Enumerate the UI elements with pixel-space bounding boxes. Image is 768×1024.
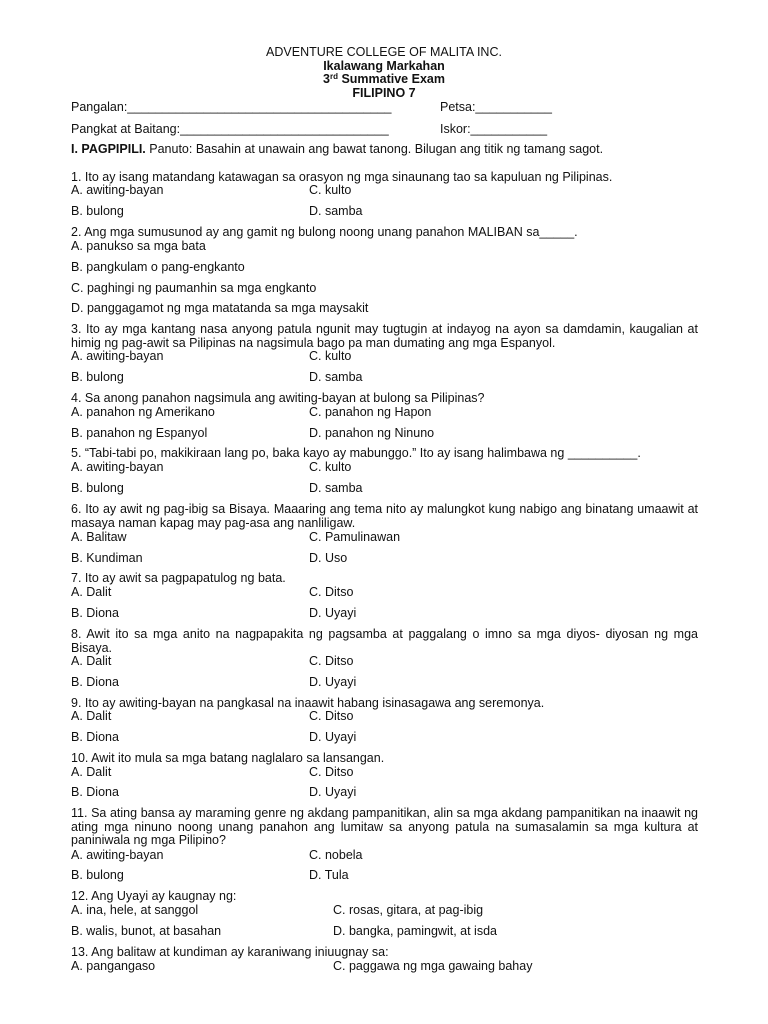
question-text: 4. Sa anong panahon nagsimula ang awiting-bayan at bulong sa Pilipinas? <box>71 391 485 405</box>
answer-option[interactable]: D. Uyayi <box>309 730 357 744</box>
answer-option[interactable]: A. ina, hele, at sanggol <box>71 903 199 917</box>
answer-option[interactable]: D. Uyayi <box>309 785 357 799</box>
instructions-text: Panuto: Basahin at unawain ang bawat tanong. Bilugan ang titik ng tamang sagot. <box>145 142 604 156</box>
question-text: 6. Ito ay awit ng pag-ibig sa Bisaya. Maaaring ang tema nito ay malungkot kung nabigo ang binatang umaawit at masaya naman kapag may pag-asa ang nanliligaw. <box>71 502 698 530</box>
question-text: 12. Ang Uyayi ay kaugnay ng: <box>71 889 237 903</box>
answer-option[interactable]: A. awiting-bayan <box>71 460 164 474</box>
answer-option[interactable]: A. panahon ng Amerikano <box>71 405 215 419</box>
question-text: 2. Ang mga sumusunod ay ang gamit ng bulong noong unang panahon MALIBAN sa_____. <box>71 225 578 239</box>
answer-option[interactable]: D. Tula <box>309 868 349 882</box>
answer-option[interactable]: C. kulto <box>309 183 352 197</box>
question-text: 9. Ito ay awiting-bayan na pangkasal na inaawit habang isinasagawa ang seremonya. <box>71 696 545 710</box>
answer-option[interactable]: B. Diona <box>71 675 119 689</box>
answer-option[interactable]: D. Uso <box>309 551 348 565</box>
answer-option[interactable]: A. awiting-bayan <box>71 183 164 197</box>
answer-option[interactable]: C. Ditso <box>309 585 354 599</box>
question-text: 1. Ito ay isang matandang katawagan sa orasyon ng mga sinaunang tao sa kapuluan ng Pilipinas. <box>71 170 613 184</box>
answer-option[interactable]: C. rosas, gitara, at pag-ibig <box>333 903 484 917</box>
answer-option[interactable]: D. samba <box>309 370 363 384</box>
answer-option[interactable]: D. panggagamot ng mga matatanda sa mga maysakit <box>71 301 369 315</box>
answer-option[interactable]: B. bulong <box>71 868 124 882</box>
answer-option[interactable]: B. bulong <box>71 481 124 495</box>
answer-option[interactable]: D. Uyayi <box>309 675 357 689</box>
date-field[interactable]: Petsa:___________ <box>440 100 552 114</box>
quarter-label: Ikalawang Markahan <box>323 58 445 73</box>
question-text: 10. Awit ito mula sa mga batang naglalaro sa lansangan. <box>71 751 385 765</box>
answer-option[interactable]: B. Diona <box>71 730 119 744</box>
question-text: 7. Ito ay awit sa pagpapatulog ng bata. <box>71 571 286 585</box>
school-name: ADVENTURE COLLEGE OF MALITA INC. <box>266 45 502 59</box>
question-text: 8. Awit ito sa mga anito na nagpapakita ng pagsamba at paggalang o imno sa mga diyos- diyosan ng mga Bisaya. <box>71 627 698 655</box>
answer-option[interactable]: D. samba <box>309 481 363 495</box>
answer-option[interactable]: C. paghingi ng paumanhin sa mga engkanto <box>71 281 317 295</box>
answer-option[interactable]: B. Kundiman <box>71 551 143 565</box>
exam-ordinal-suffix: rd <box>329 72 338 81</box>
answer-option[interactable]: A. awiting-bayan <box>71 349 164 363</box>
exam-name: Summative Exam <box>337 72 445 86</box>
answer-option[interactable]: A. Dalit <box>71 709 112 723</box>
answer-option[interactable]: C. Ditso <box>309 709 354 723</box>
answer-option[interactable]: A. panukso sa mga bata <box>71 239 206 253</box>
section-field[interactable]: Pangkat at Baitang:______________________________ <box>71 122 389 136</box>
part-label: I. PAGPIPILI. <box>71 142 146 156</box>
answer-option[interactable]: A. Dalit <box>71 585 112 599</box>
question-text: 11. Sa ating bansa ay maraming genre ng akdang pampanitikan, alin sa mga akdang pampanitikan na inaawit ng ating mga ninuno noong unang panahon ang lumitaw sa anyong patula na sumasalamin sa mga kultura at paniniwala ng mga Pilipino? <box>71 806 698 847</box>
answer-option[interactable]: A. awiting-bayan <box>71 848 164 862</box>
answer-option[interactable]: C. Ditso <box>309 765 354 779</box>
answer-option[interactable]: C. panahon ng Hapon <box>309 405 432 419</box>
answer-option[interactable]: B. Diona <box>71 785 119 799</box>
score-field[interactable]: Iskor:___________ <box>440 122 548 136</box>
name-field[interactable]: Pangalan:______________________________________ <box>71 100 392 114</box>
answer-option[interactable]: C. paggawa ng mga gawaing bahay <box>333 959 533 973</box>
subject-label: FILIPINO 7 <box>352 85 416 100</box>
answer-option[interactable]: C. Pamulinawan <box>309 530 401 544</box>
answer-option[interactable]: D. samba <box>309 204 363 218</box>
answer-option[interactable]: B. walis, bunot, at basahan <box>71 924 222 938</box>
answer-option[interactable]: C. nobela <box>309 848 363 862</box>
answer-option[interactable]: B. pangkulam o pang-engkanto <box>71 260 245 274</box>
answer-option[interactable]: B. panahon ng Espanyol <box>71 426 208 440</box>
answer-option[interactable]: D. bangka, pamingwit, at isda <box>333 924 497 938</box>
answer-option[interactable]: C. kulto <box>309 349 352 363</box>
question-text: 13. Ang balitaw at kundiman ay karaniwang iniuugnay sa: <box>71 945 389 959</box>
answer-option[interactable]: D. panahon ng Ninuno <box>309 426 435 440</box>
answer-option[interactable]: B. Diona <box>71 606 119 620</box>
exam-title <box>0 73 768 87</box>
answer-option[interactable]: A. pangangaso <box>71 959 156 973</box>
answer-option[interactable]: A. Balitaw <box>71 530 127 544</box>
exam-ordinal: 3 <box>323 72 330 86</box>
answer-option[interactable]: C. kulto <box>309 460 352 474</box>
answer-option[interactable]: B. bulong <box>71 204 124 218</box>
answer-option[interactable]: B. bulong <box>71 370 124 384</box>
question-text: 5. “Tabi-tabi po, makikiraan lang po, baka kayo ay mabunggo.” Ito ay isang halimbawa ng __________. <box>71 446 641 460</box>
instructions <box>71 143 603 157</box>
question-text: 3. Ito ay mga kantang nasa anyong patula ngunit may tugtugin at indayog na ayon sa damdamin, kaugalian at himig ng pag-awit sa Pilipinas na nagsimula bago pa man dumating ang mga Espanyol. <box>71 322 698 350</box>
answer-option[interactable]: C. Ditso <box>309 654 354 668</box>
answer-option[interactable]: D. Uyayi <box>309 606 357 620</box>
answer-option[interactable]: A. Dalit <box>71 765 112 779</box>
exam-header <box>0 46 768 100</box>
answer-option[interactable]: A. Dalit <box>71 654 112 668</box>
